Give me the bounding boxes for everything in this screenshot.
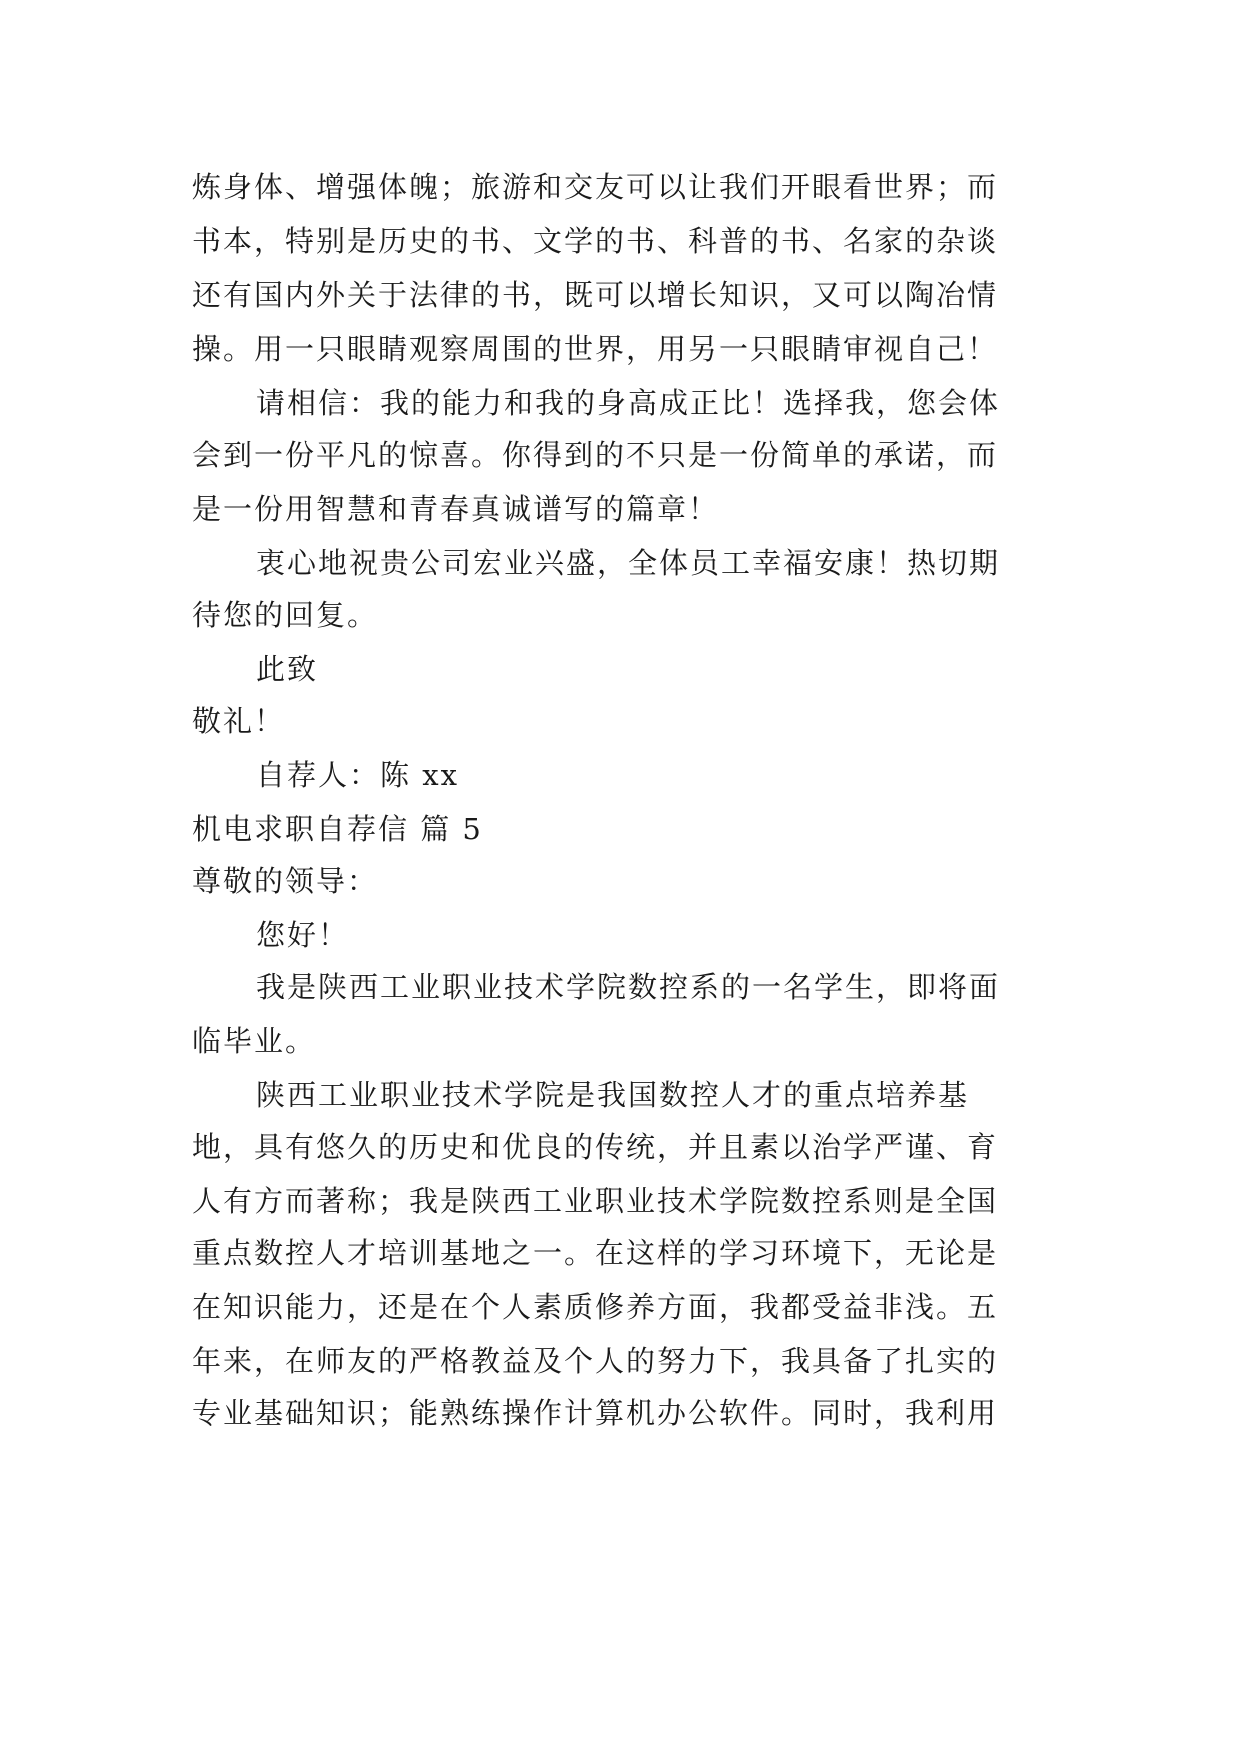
text-line: 我是陕西工业职业技术学院数控系的一名学生，即将面 [256, 970, 1001, 1004]
text-line: 炼身体、增强体魄；旅游和交友可以让我们开眼看世界；而 [192, 170, 999, 204]
text-line: 地，具有悠久的历史和优良的传统，并且素以治学严谨、育 [192, 1130, 999, 1164]
text-line: 您好！ [256, 918, 350, 952]
text-line: 请相信：我的能力和我的身高成正比！选择我，您会体 [256, 386, 1001, 420]
salutation-regards: 敬礼！ [192, 704, 286, 738]
salutation-closing: 此致 [256, 652, 319, 686]
text-line: 操。用一只眼睛观察周围的世界，用另一只眼睛审视自己！ [192, 332, 999, 366]
text-line: 重点数控人才培训基地之一。在这样的学习环境下，无论是 [192, 1236, 999, 1270]
greeting-line: 尊敬的领导： [192, 864, 379, 898]
section-title: 机电求职自荐信 篇 5 [192, 812, 483, 846]
text-line: 专业基础知识；能熟练操作计算机办公软件。同时，我利用 [192, 1396, 999, 1430]
text-line: 临毕业。 [192, 1024, 317, 1058]
text-line: 衷心地祝贵公司宏业兴盛，全体员工幸福安康！热切期 [256, 546, 1001, 580]
text-line: 人有方而著称；我是陕西工业职业技术学院数控系则是全国 [192, 1184, 999, 1218]
text-line: 还有国内外关于法律的书，既可以增长知识，又可以陶冶情 [192, 278, 999, 312]
text-line: 会到一份平凡的惊喜。你得到的不只是一份简单的承诺，而 [192, 438, 999, 472]
text-line: 是一份用智慧和青春真诚谱写的篇章！ [192, 492, 720, 526]
signature-line: 自荐人：陈 xx [256, 758, 459, 792]
text-line: 待您的回复。 [192, 598, 379, 632]
text-line: 在知识能力，还是在个人素质修养方面，我都受益非浅。五 [192, 1290, 999, 1324]
text-line: 年来，在师友的严格教益及个人的努力下，我具备了扎实的 [192, 1344, 999, 1378]
text-line: 陕西工业职业技术学院是我国数控人才的重点培养基 [256, 1078, 970, 1112]
text-line: 书本，特别是历史的书、文学的书、科普的书、名家的杂谈 [192, 224, 999, 258]
